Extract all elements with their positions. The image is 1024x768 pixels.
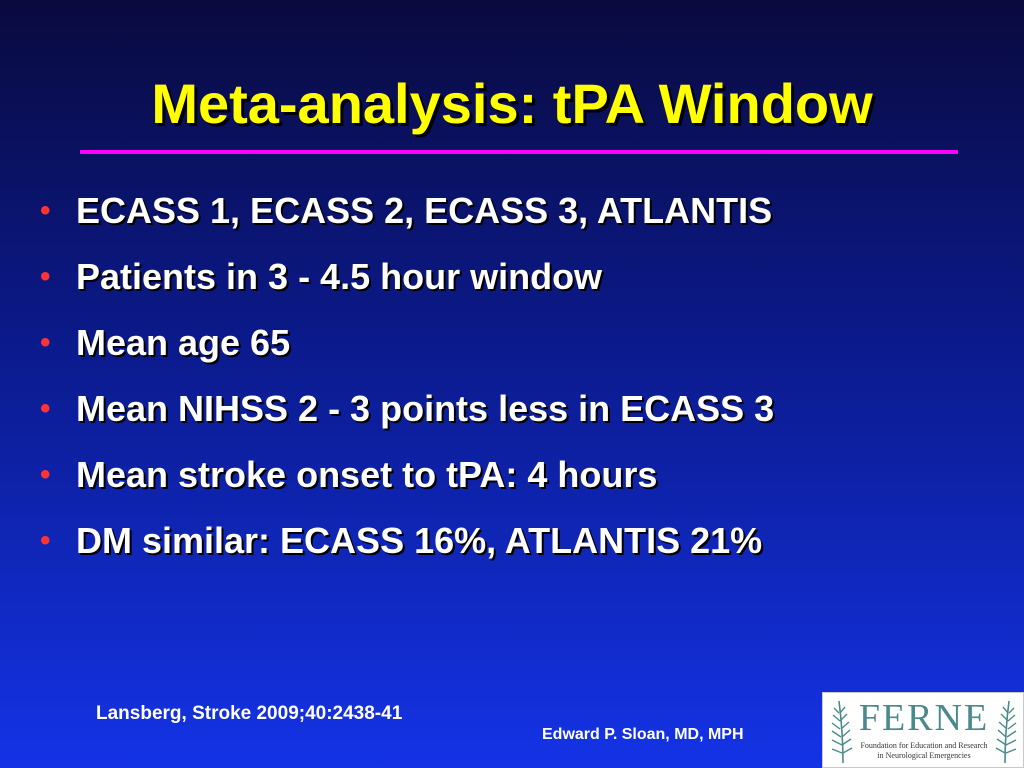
fern-leaf-icon — [829, 697, 855, 765]
bullet-item — [40, 188, 774, 254]
bullet-text: Mean stroke onset to tPA: 4 hours — [76, 454, 658, 495]
logo-subtitle-line1: Foundation for Education and Research — [860, 741, 988, 750]
bullet-item — [40, 386, 774, 452]
ferne-logo — [822, 692, 1024, 768]
title-underline — [80, 150, 958, 154]
bullet-marker: • — [40, 326, 51, 359]
bullet-item — [40, 320, 774, 386]
slide-title: Meta-analysis: tPA Window — [151, 72, 873, 135]
logo-subtitle-line2: in Neurological Emergencies — [877, 751, 971, 760]
bullet-text: Patients in 3 - 4.5 hour window — [76, 256, 603, 297]
bullet-marker: • — [40, 392, 51, 425]
bullet-marker: • — [40, 260, 51, 293]
citation-text: Lansberg, Stroke 2009;40:2438-41 — [96, 703, 403, 724]
bullet-text: ECASS 1, ECASS 2, ECASS 3, ATLANTIS — [76, 190, 773, 231]
bullet-marker: • — [40, 458, 51, 491]
bullet-marker: • — [40, 194, 51, 227]
bullet-text: Mean NIHSS 2 - 3 points less in ECASS 3 — [76, 388, 775, 429]
bullet-item — [40, 452, 774, 518]
bullet-item — [40, 254, 774, 320]
bullet-text: DM similar: ECASS 16%, ATLANTIS 21% — [76, 520, 763, 561]
bullet-marker: • — [40, 524, 51, 557]
logo-wordmark: FERNE — [858, 697, 990, 739]
fern-leaf-icon — [993, 697, 1019, 765]
bullet-list — [40, 188, 774, 584]
author-credit: Edward P. Sloan, MD, MPH — [542, 726, 744, 743]
bullet-item — [40, 518, 774, 584]
bullet-text: Mean age 65 — [76, 322, 291, 363]
